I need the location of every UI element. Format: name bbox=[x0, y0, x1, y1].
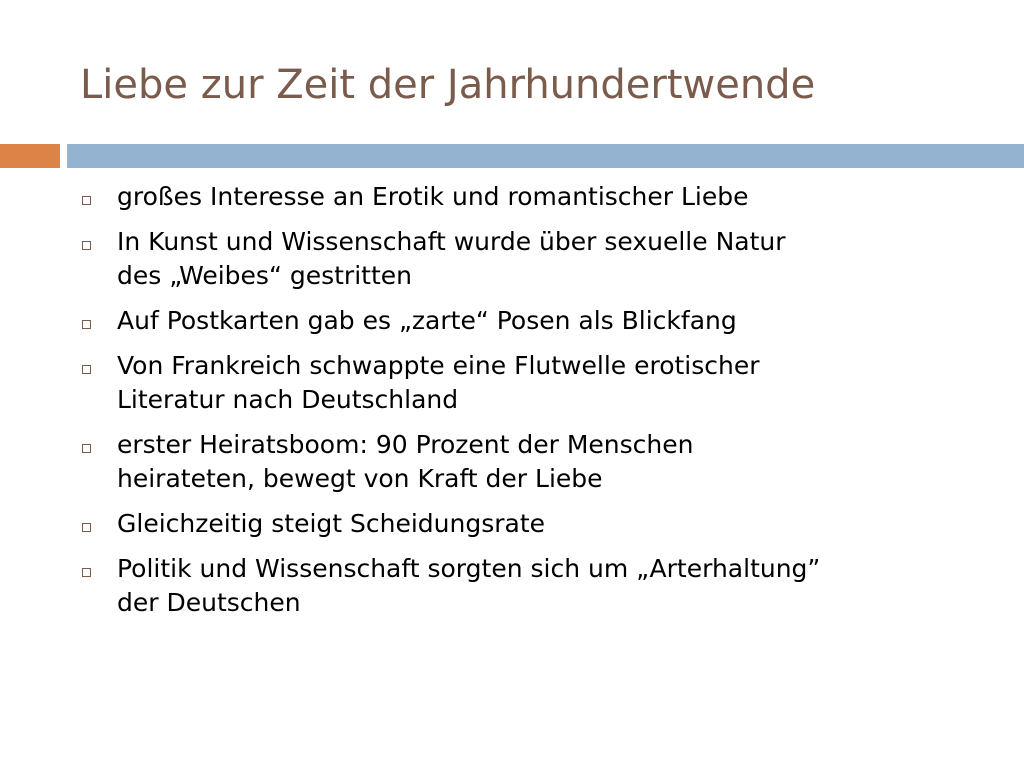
accent-bar-blue bbox=[67, 144, 1024, 168]
bullet-text: großes Interesse an Erotik und romantischer Liebe bbox=[117, 182, 749, 211]
bullet-text: Von Frankreich schwappte eine Flutwelle erotischer Literatur nach Deutschland bbox=[117, 351, 760, 414]
bullet-text: Politik und Wissenschaft sorgten sich um „Arterhaltung” der Deutschen bbox=[117, 554, 821, 617]
bullet-text: Auf Postkarten gab es „zarte“ Posen als Blickfang bbox=[117, 306, 737, 335]
hollow-square-icon bbox=[82, 365, 91, 374]
bullet-item bbox=[80, 180, 980, 214]
accent-bar-orange bbox=[0, 144, 60, 168]
bullet-item bbox=[80, 225, 980, 293]
bullet-item bbox=[80, 304, 980, 338]
bullet-list bbox=[80, 180, 980, 631]
hollow-square-icon bbox=[82, 568, 91, 577]
hollow-square-icon bbox=[82, 523, 91, 532]
bullet-text: In Kunst und Wissenschaft wurde über sexuelle Natur des „Weibes“ gestritten bbox=[117, 227, 786, 290]
bullet-text: Gleichzeitig steigt Scheidungsrate bbox=[117, 509, 546, 538]
bullet-item bbox=[80, 349, 980, 417]
hollow-square-icon bbox=[82, 196, 91, 205]
hollow-square-icon bbox=[82, 444, 91, 453]
hollow-square-icon bbox=[82, 320, 91, 329]
bullet-text: erster Heiratsboom: 90 Prozent der Menschen heirateten, bewegt von Kraft der Liebe bbox=[117, 430, 694, 493]
bullet-item bbox=[80, 552, 980, 620]
bullet-item bbox=[80, 428, 980, 496]
slide-title: Liebe zur Zeit der Jahrhundertwende bbox=[80, 62, 816, 108]
bullet-item bbox=[80, 507, 980, 541]
hollow-square-icon bbox=[82, 241, 91, 250]
